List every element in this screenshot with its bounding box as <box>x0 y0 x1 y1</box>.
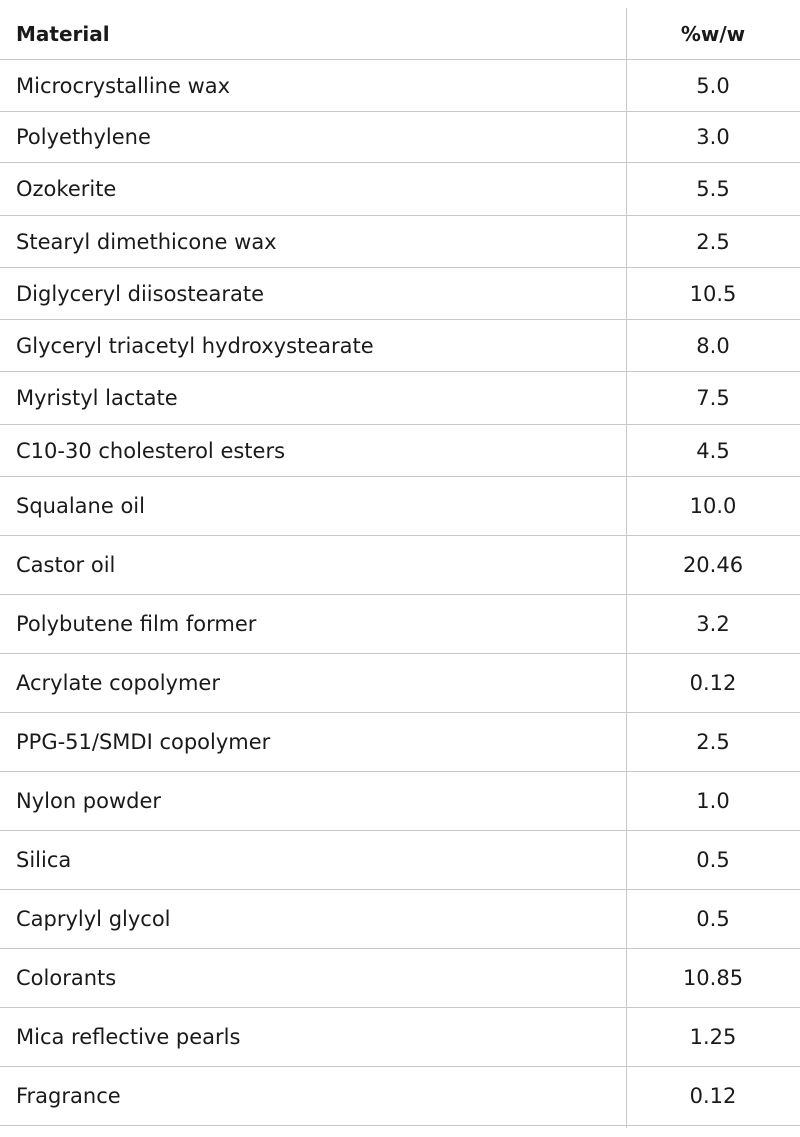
percent-cell: 5.5 <box>696 177 730 201</box>
table-row <box>0 372 800 425</box>
column-divider <box>626 8 627 1128</box>
percent-cell: 10.85 <box>682 966 744 990</box>
material-cell: Squalane oil <box>16 494 145 518</box>
material-cell: Diglyceryl diisostearate <box>16 281 265 306</box>
table-row <box>0 654 800 713</box>
percent-cell: 0.12 <box>689 671 737 695</box>
percent-cell: 10.0 <box>689 494 737 518</box>
table-row <box>0 831 800 890</box>
material-cell: Myristyl lactate <box>16 386 178 410</box>
percent-cell: 5.0 <box>696 73 730 98</box>
material-cell: Caprylyl glycol <box>16 907 171 931</box>
material-cell: C10-30 cholesterol esters <box>16 438 286 463</box>
material-cell: Ozokerite <box>16 177 117 201</box>
material-cell: Castor oil <box>16 553 116 577</box>
table-row <box>0 477 800 536</box>
table-row <box>0 1067 800 1126</box>
table-row <box>0 949 800 1008</box>
material-cell: Fragrance <box>16 1084 121 1108</box>
material-cell: Nylon powder <box>16 789 162 813</box>
percent-cell: 0.5 <box>696 907 730 931</box>
table-row <box>0 268 800 320</box>
table-row <box>0 425 800 477</box>
percent-cell: 4.5 <box>696 438 730 463</box>
material-column-header: Material <box>16 21 110 46</box>
table-row <box>0 536 800 595</box>
table-row <box>0 890 800 949</box>
percent-cell: 2.5 <box>696 730 730 754</box>
table-row <box>0 216 800 268</box>
percent-cell: 2.5 <box>696 229 730 254</box>
material-cell: Colorants <box>16 966 117 990</box>
material-cell: Polybutene film former <box>16 612 257 636</box>
percent-cell: 1.25 <box>689 1025 737 1049</box>
percent-cell: 7.5 <box>696 386 730 410</box>
material-cell: Polyethylene <box>16 125 151 149</box>
material-cell: PPG-51/SMDI copolymer <box>16 730 271 754</box>
percent-cell: 20.46 <box>682 553 744 577</box>
table-row <box>0 713 800 772</box>
material-cell: Glyceryl triacetyl hydroxystearate <box>16 333 374 358</box>
table-row <box>0 112 800 163</box>
material-cell: Acrylate copolymer <box>16 671 220 695</box>
material-cell: Mica reflective pearls <box>16 1025 241 1049</box>
percent-cell: 0.12 <box>689 1084 737 1108</box>
percent-cell: 8.0 <box>696 333 730 358</box>
material-cell: Stearyl dimethicone wax <box>16 229 277 254</box>
table-row <box>0 1008 800 1067</box>
table-row <box>0 163 800 216</box>
percent-cell: 3.0 <box>696 125 730 149</box>
table-row <box>0 772 800 831</box>
material-cell: Microcrystalline wax <box>16 73 231 98</box>
table-header-row <box>0 8 800 60</box>
table-row <box>0 60 800 112</box>
percent-cell: 0.5 <box>696 848 730 872</box>
table-row <box>0 595 800 654</box>
percent-column-header: %w/w <box>680 21 746 46</box>
material-cell: Silica <box>16 848 72 872</box>
table-body <box>0 60 800 1126</box>
percent-cell: 3.2 <box>696 612 730 636</box>
percent-cell: 10.5 <box>689 281 737 306</box>
percent-cell: 1.0 <box>696 789 730 813</box>
table-row <box>0 320 800 372</box>
formulation-table <box>0 8 800 1126</box>
